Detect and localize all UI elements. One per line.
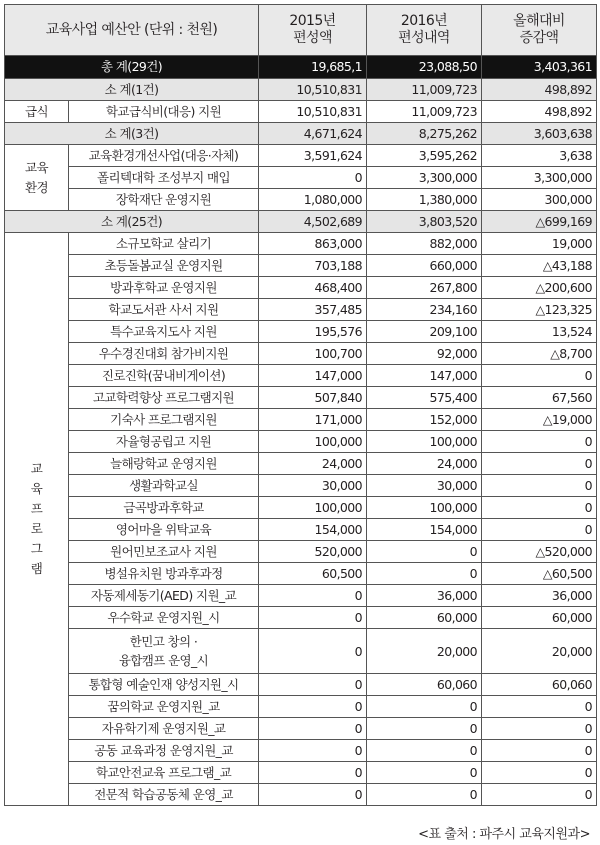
table-row: 공동 교육과정 운영지원_교 0 0 0 [5,740,597,762]
table-row: 고교학력향상 프로그램지원 507,840 575,400 67,560 [5,387,597,409]
budget-table [4,4,597,806]
table-row: 자유학기제 운영지원_교 0 0 0 [5,718,597,740]
grand-total-2015: 19,685,1 [259,56,367,79]
subtotal-row: 소 계(25건) 4,502,689 3,803,520 △699,169 [5,211,597,233]
table-row: 기숙사 프로그램지원 171,000 152,000 △19,000 [5,409,597,431]
table-row: 우수경진대회 참가비지원 100,700 92,000 △8,700 [5,343,597,365]
grand-total-label: 총 계(29건) [5,56,259,79]
table-row: 학교안전교육 프로그램_교 0 0 0 [5,762,597,784]
table-row: 금곡방과후학교 100,000 100,000 0 [5,497,597,519]
col-diff-header: 올해대비 증감액 [482,5,597,56]
table-row: 생활과학교실 30,000 30,000 0 [5,475,597,497]
grand-total-diff: 3,403,361 [482,56,597,79]
table-row: 자동제세동기(AED) 지원_교 0 36,000 36,000 [5,585,597,607]
table-row: 한민고 창의 · 융합캠프 운영_시 0 20,000 20,000 [5,629,597,674]
table-row: 원어민보조교사 지원 520,000 0 △520,000 [5,541,597,563]
category-lunch: 급식 [5,101,69,123]
category-env: 교육 환경 [5,145,69,211]
table-row: 급식 학교급식비(대응) 지원 10,510,831 11,009,723 498,892 [5,101,597,123]
table-row: 우수학교 운영지원_시 0 60,000 60,000 [5,607,597,629]
table-row: 교육 환경 교육환경개선사업(대응·자체) 3,591,624 3,595,262 3,638 [5,145,597,167]
table-source: <표 출처 : 파주시 교육지원과> [418,827,590,842]
table-row: 전문적 학습공동체 운영_교 0 0 0 [5,784,597,806]
table-row: 자율형공립고 지원 100,000 100,000 0 [5,431,597,453]
category-program: 교 육 프 로 그 램 [5,233,69,806]
table-row: 초등돌봄교실 운영지원 703,188 660,000 △43,188 [5,255,597,277]
grand-total-row [5,56,597,79]
col-2016-header: 2016년 편성내역 [367,5,482,56]
subtotal-row: 소 계(1건) 10,510,831 11,009,723 498,892 [5,79,597,101]
table-row: 영어마을 위탁교육 154,000 154,000 0 [5,519,597,541]
table-row: 병설유치원 방과후과정 60,500 0 △60,500 [5,563,597,585]
table-row: 진로진학(꿈내비게이션) 147,000 147,000 0 [5,365,597,387]
table-row: 학교도서관 사서 지원 357,485 234,160 △123,325 [5,299,597,321]
grand-total-2016: 23,088,50 [367,56,482,79]
table-row: 방과후학교 운영지원 468,400 267,800 △200,600 [5,277,597,299]
table-row: 늘해랑학교 운영지원 24,000 24,000 0 [5,453,597,475]
table-row: 특수교육지도사 지원 195,576 209,100 13,524 [5,321,597,343]
col-2015-header: 2015년 편성액 [259,5,367,56]
table-title: 교육사업 예산안 (단위 : 천원) [5,5,259,56]
table-row: 폴리텍대학 조성부지 매입 0 3,300,000 3,300,000 [5,167,597,189]
table-row: 교 육 프 로 그 램 소규모학교 살리기 863,000 882,000 19,000 [5,233,597,255]
table-row: 꿈의학교 운영지원_교 0 0 0 [5,696,597,718]
header-row [5,5,597,56]
table-row: 장학재단 운영지원 1,080,000 1,380,000 300,000 [5,189,597,211]
table-row: 통합형 예술인재 양성지원_시 0 60,060 60,060 [5,674,597,696]
subtotal-row: 소 계(3건) 4,671,624 8,275,262 3,603,638 [5,123,597,145]
